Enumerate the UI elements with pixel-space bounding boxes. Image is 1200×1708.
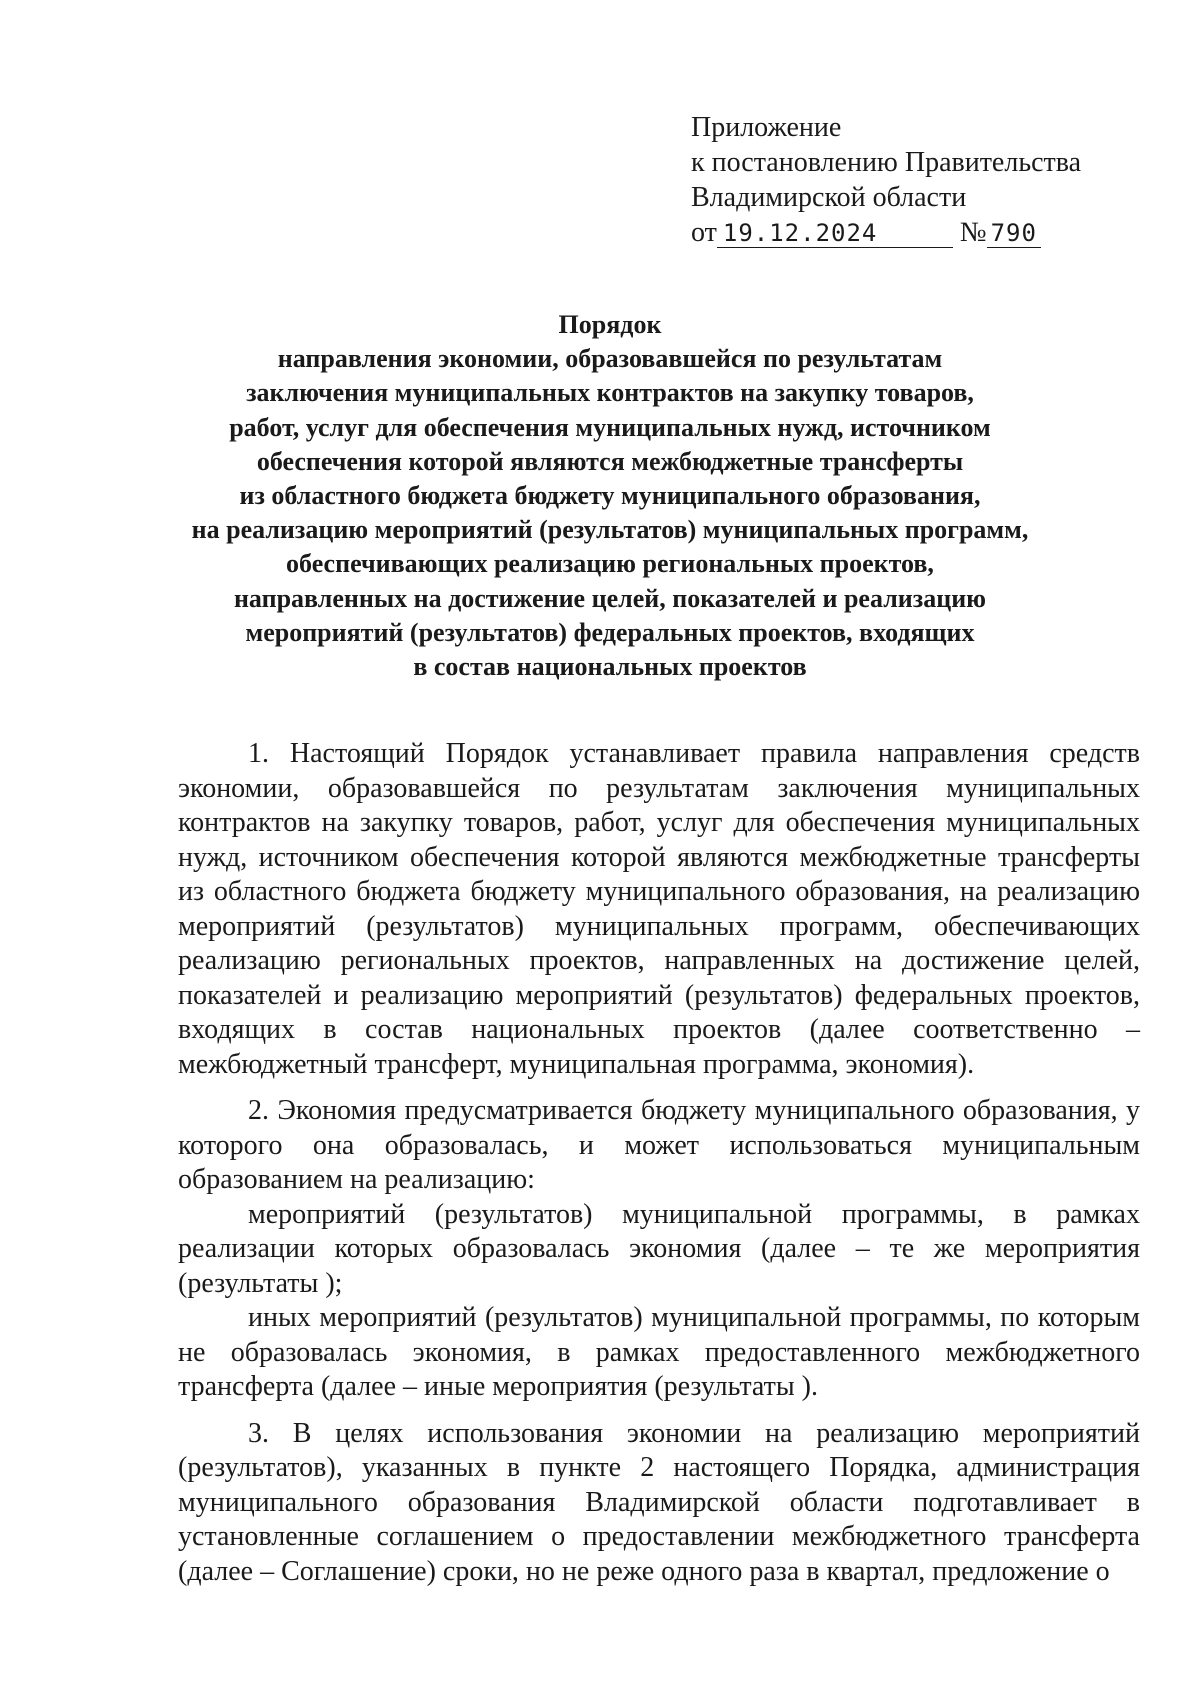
title-line: в состав национальных проектов — [413, 652, 807, 682]
number-prefix: № — [959, 217, 987, 248]
title-line: работ, услуг для обеспечения муниципальных нужд, источником — [229, 412, 991, 442]
document-body — [178, 737, 1140, 1589]
title-heading: Порядок — [558, 310, 662, 339]
title-line: направления экономии, образовавшейся по результатам — [277, 344, 943, 374]
title-line: обеспечивающих реализацию региональных проектов, — [286, 549, 934, 579]
number-value: 790 — [990, 219, 1037, 247]
paragraph-2-item-1: мероприятий (результатов) муниципальной программы, в рамках реализации которых образовалась экономия (далее – те же мероприятия (результаты ); — [178, 1198, 1140, 1299]
appendix-header — [691, 110, 1081, 250]
paragraph-2: 2. Экономия предусматривается бюджету муниципального образования, у которого она образовалась, и может использоваться муниципальным образованием на реализацию: — [178, 1095, 1140, 1195]
number-field — [987, 219, 1041, 248]
appendix-label: Приложение — [691, 112, 842, 143]
title-line: заключения муниципальных контрактов на закупку товаров, — [246, 378, 974, 408]
title-line: мероприятий (результатов) федеральных проектов, входящих — [245, 617, 975, 647]
paragraph-3: 3. В целях использования экономии на реализацию мероприятий (результатов), указанных в пункте 2 настоящего Порядка, администрация муниципального образования Владимирской области подготавливает в установленные соглашением о предоставлении межбюджетного трансферта (далее – Соглашение) сроки, но не реже одного раза в квартал, предложение о — [178, 1417, 1140, 1587]
appendix-reference: к постановлению Правительства — [691, 147, 1082, 178]
appendix-region: Владимирской области — [691, 182, 967, 213]
paragraph-2-item-2: иных мероприятий (результатов) муниципальной программы, по которым не образовалась экономия, в рамках предоставленного межбюджетного трансферта (далее – иные мероприятия (результаты ). — [178, 1302, 1140, 1402]
title-line: обеспечения которой являются межбюджетные трансферты — [256, 446, 964, 476]
date-value: 19.12.2024 — [722, 219, 878, 247]
title-line: из областного бюджета бюджету муниципального образования, — [239, 481, 981, 511]
title-line: направленных на достижение целей, показателей и реализацию — [233, 583, 987, 613]
appendix-date-number — [691, 215, 1081, 250]
title-line: на реализацию мероприятий (результатов) муниципальных программ, — [191, 515, 1029, 545]
paragraph-1: 1. Настоящий Порядок устанавливает правила направления средств экономии, образовавшейся по результатам заключения муниципальных контрактов на закупку товаров, работ, услуг для обеспечения муниципальных нужд, источником обеспечения которой являются межбюджетные трансферты из областного бюджета бюджету муниципального образования, на реализацию мероприятий (результатов) муниципальных программ, обеспечивающих реализацию региональных проектов, направленных на достижение целей, показателей и реализацию мероприятий (результатов) федеральных проектов, входящих в состав национальных проектов (далее соответственно – межбюджетный трансферт, муниципальная программа, экономия). — [178, 738, 1140, 1080]
date-prefix: от — [691, 217, 717, 248]
date-field — [717, 219, 953, 248]
document-title — [180, 308, 1040, 684]
